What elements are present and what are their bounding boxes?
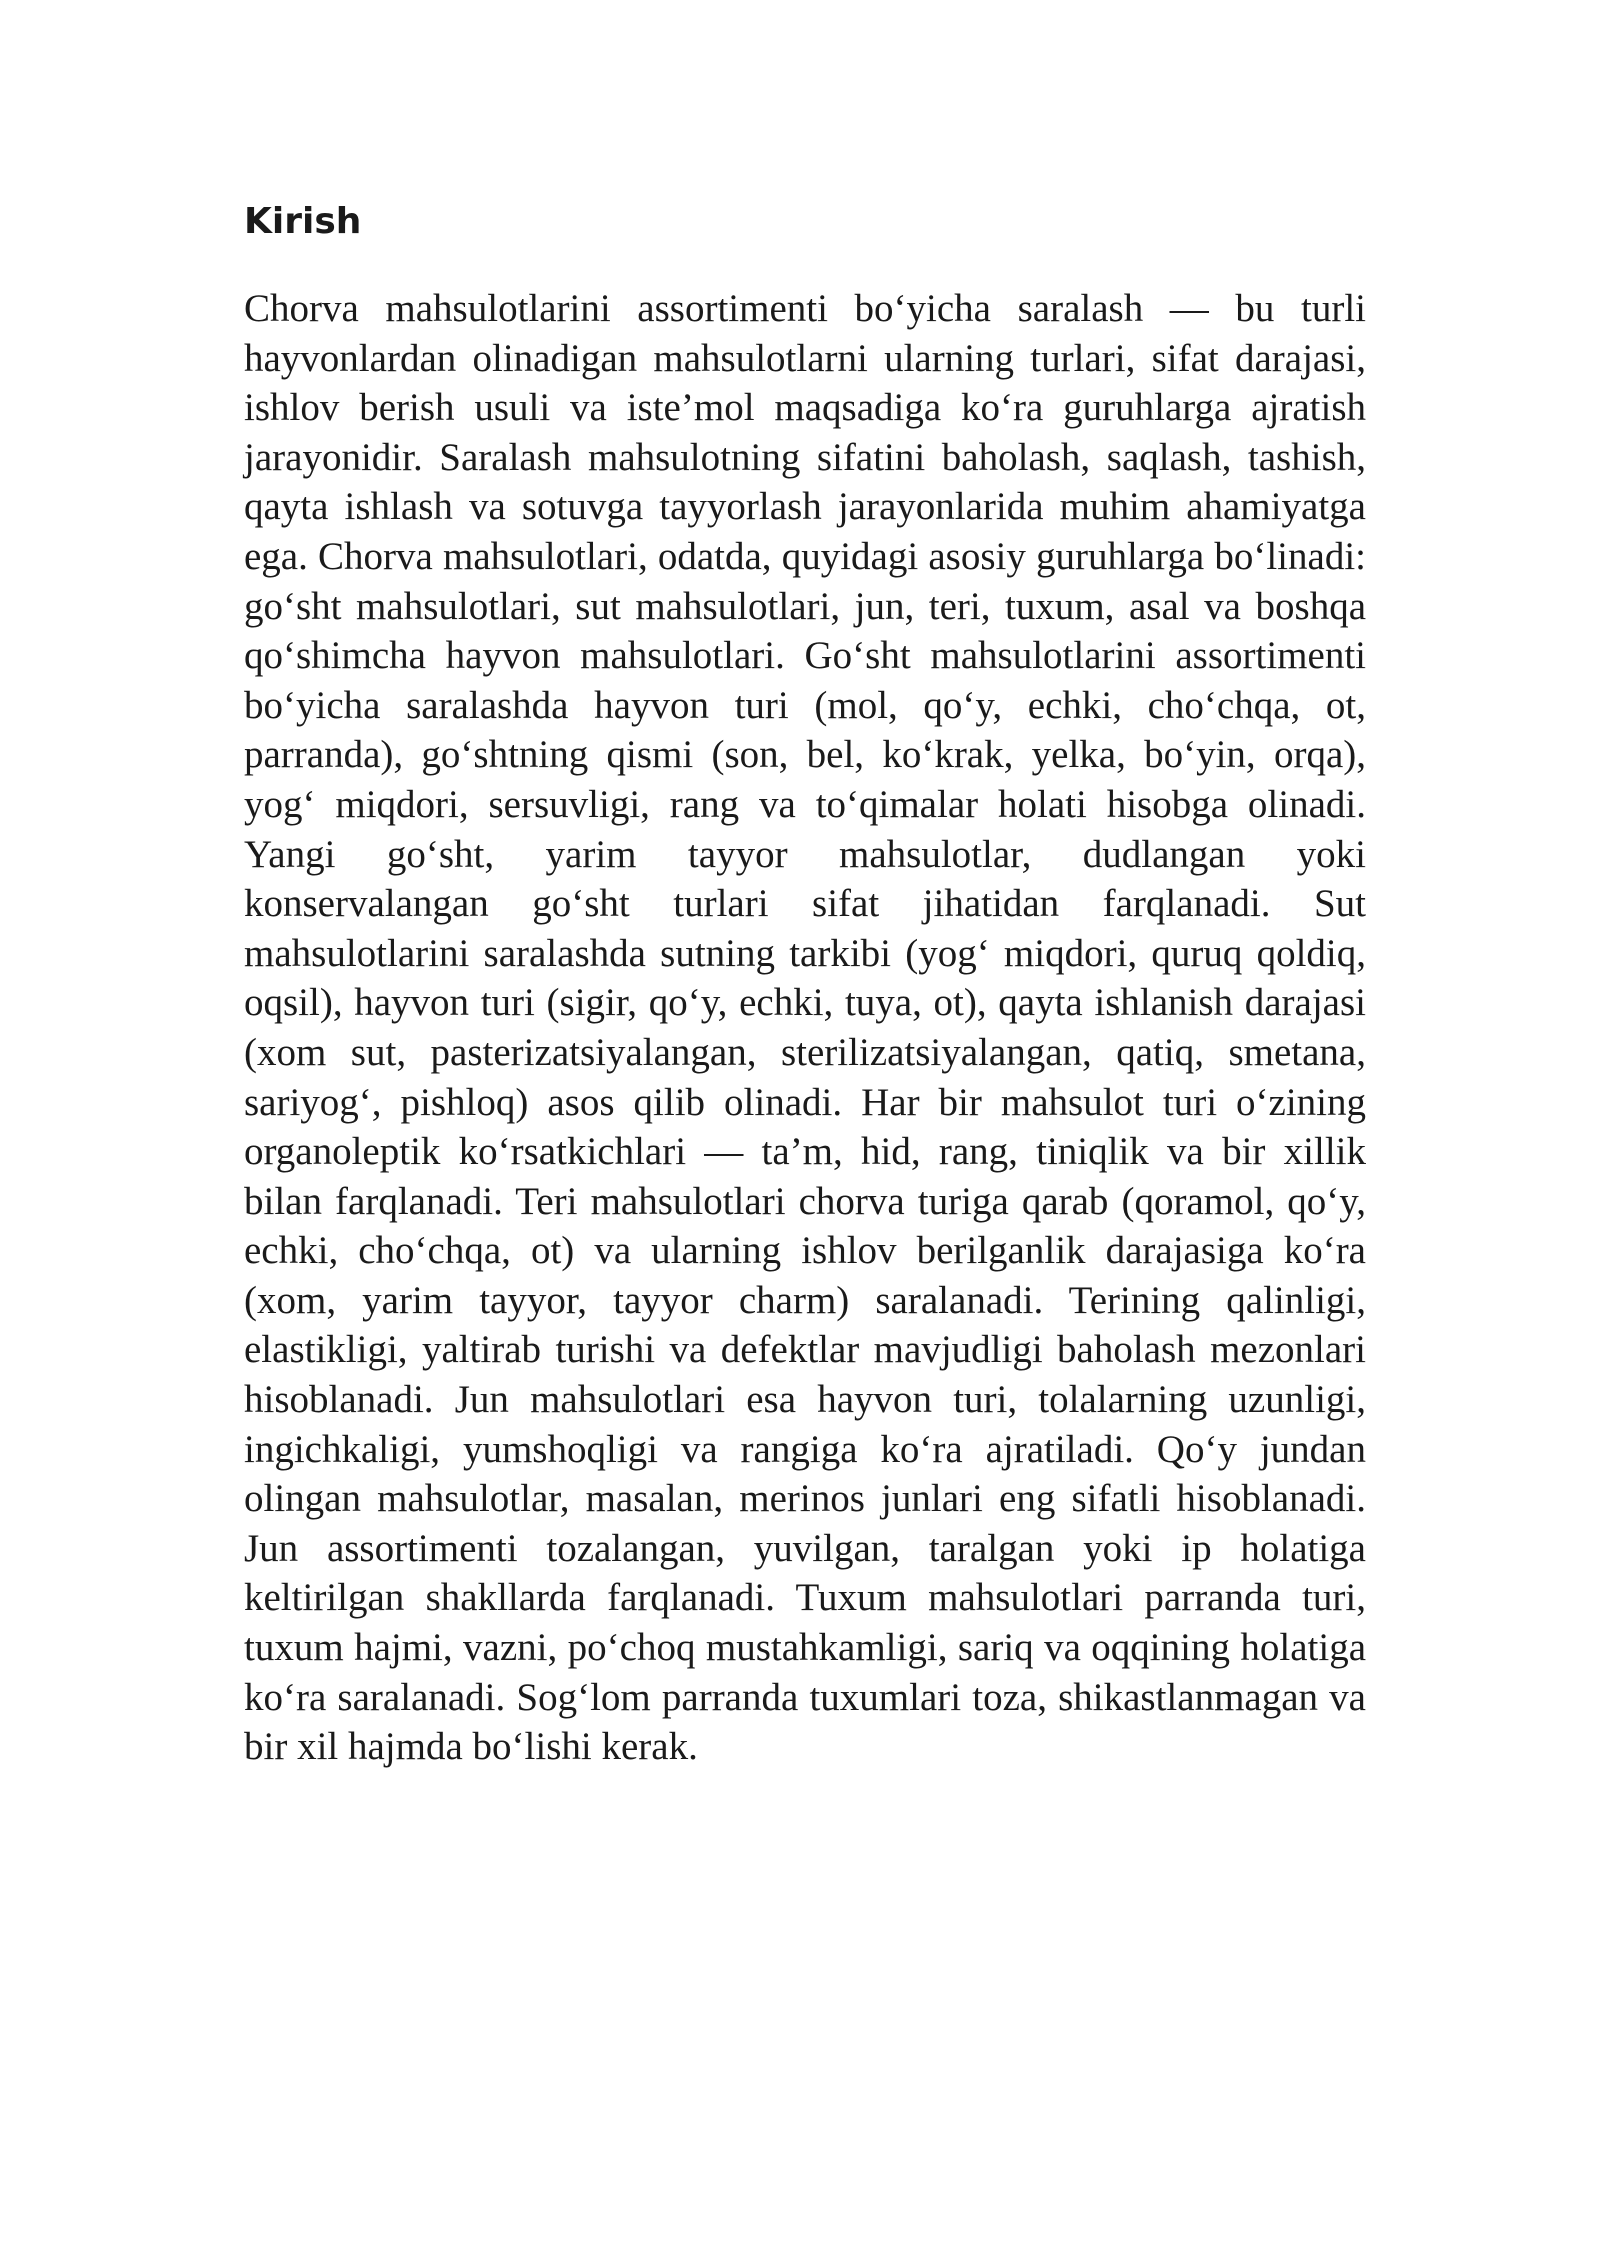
body-paragraph: Chorva mahsulotlarini assortimenti bo‘yicha saralash — bu turli hayvonlardan olinadigan mahsulotlarni ularning turlari, sifat darajasi, ishlov berish usuli va iste’mol maqsadiga ko‘ra guruhlarga ajratish jarayonidir. Saralash mahsulotning sifatini baholash, saqlash, tashish, qayta ishlash va sotuvga tayyorlash jarayonlarida muhim ahamiyatga ega. Chorva mahsulotlari, odatda, quyidagi asosiy guruhlarga bo‘linadi: go‘sht mahsulotlari, sut mahsulotlari, jun, teri, tuxum, asal va boshqa qo‘shimcha hayvon mahsulotlari. Go‘sht mahsulotlarini assortimenti bo‘yicha saralashda hayvon turi (mol, qo‘y, echki, cho‘chqa, ot, parranda), go‘shtning qismi (son, bel, ko‘krak, yelka, bo‘yin, orqa), yog‘ miqdori, sersuvligi, rang va to‘qimalar holati hisobga olinadi. Yangi go‘sht, yarim tayyor mahsulotlar, dudlangan yoki konservalangan go‘sht turlari sifat jihatidan farqlanadi. Sut mahsulotlarini saralashda sutning tarkibi (yog‘ miqdori, quruq qoldiq, oqsil), hayvon turi (sigir, qo‘y, echki, tuya, ot), qayta ishlanish darajasi (xom sut, pasterizatsiyalangan, sterilizatsiyalangan, qatiq, smetana, sariyog‘, pishloq) asos qilib olinadi. Har bir mahsulot turi o‘zining organoleptik ko‘rsatkichlari — ta’m, hid, rang, tiniqlik va bir xillik bilan farqlanadi. Teri mahsulotlari chorva turiga qarab (qoramol, qo‘y, echki, cho‘chqa, ot) va ularning ishlov berilganlik darajasiga ko‘ra (xom, yarim tayyor, tayyor charm) saralanadi. Terining qalinligi, elastikligi, yaltirab turishi va defektlar mavjudligi baholash mezonlari hisoblanadi. Jun mahsulotlari esa hayvon turi, tolalarning uzunligi, ingichkaligi, yumshoqligi va rangiga ko‘ra ajratiladi. Qo‘y jundan olingan mahsulotlar, masalan, merinos junlari eng sifatli hisoblanadi. Jun assortimenti tozalangan, yuvilgan, taralgan yoki ip holatiga keltirilgan shakllarda farqlanadi. Tuxum mahsulotlari parranda turi, tuxum hajmi, vazni, po‘choq mustahkamligi, sariq va oqqining holatiga ko‘ra saralanadi. Sog‘lom parranda tuxumlari toza, shikastlanmagan va bir xil hajmda bo‘lishi kerak. [244,287,1366,1769]
section-heading: Kirish [244,201,362,242]
